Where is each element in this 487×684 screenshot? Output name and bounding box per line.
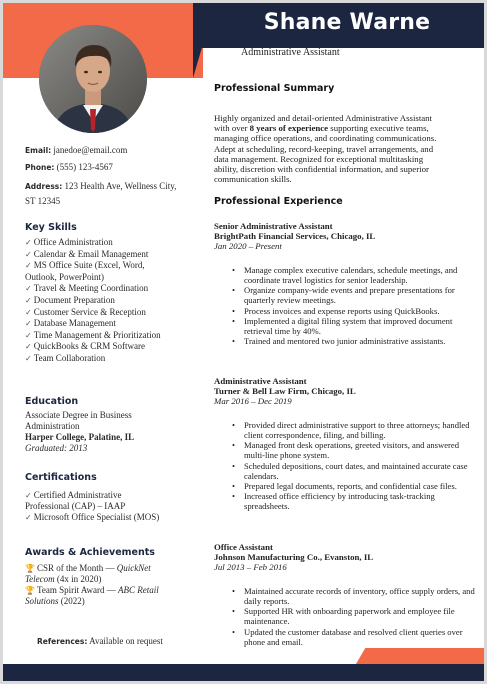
bullet-item: • Supported HR with onboarding paperwork and employee file maintenance.: [232, 606, 476, 626]
references: [37, 636, 163, 647]
contact-email: [25, 145, 205, 156]
certifications-heading: Certifications: [25, 472, 97, 483]
candidate-name: Shane Warne: [263, 10, 431, 35]
skill-item: ✓ Time Management & Prioritization: [25, 329, 161, 340]
check-icon: ✓: [25, 238, 32, 247]
check-icon: ✓: [25, 330, 32, 340]
skill-item-continuation: Outlook, PowerPoint): [25, 271, 105, 282]
job-role: Administrative Assistant: [214, 376, 307, 386]
check-icon: ✓: [25, 513, 32, 522]
award-item-continuation: Telecom (4x in 2020): [25, 574, 102, 584]
cert-item: ✓ Microsoft Office Specialist (MOS): [25, 512, 160, 522]
job-header: [214, 221, 476, 252]
skill-item: ✓ Travel & Meeting Coordination: [25, 283, 149, 294]
references-label: References:: [37, 637, 88, 646]
trophy-icon: 🏆: [25, 586, 35, 595]
school-name: Harper College, Palatine, IL: [25, 432, 135, 442]
job-company: Turner & Bell Law Firm, Chicago, IL: [214, 386, 356, 397]
contact-address: [25, 179, 205, 209]
certifications-list: [25, 490, 207, 523]
job-bullets: [232, 265, 476, 346]
education-heading: Education: [25, 396, 79, 407]
check-icon: ✓: [25, 353, 32, 363]
job-dates: Jan 2020 – Present: [214, 241, 282, 252]
graduation: Graduated: 2013: [25, 443, 88, 453]
skill-item: ✓ Database Management: [25, 318, 116, 329]
summary-heading: Professional Summary: [214, 83, 335, 94]
bullet-item: • Manage complex executive calendars, schedule meetings, and coordinate travel logistics for senior leadership.: [232, 265, 476, 285]
experience-heading: Professional Experience: [214, 196, 343, 207]
awards-heading: Awards & Achievements: [25, 547, 155, 558]
job-role: Office Assistant: [214, 542, 273, 552]
phone-label: Phone:: [25, 163, 55, 172]
job-header: [214, 376, 476, 407]
bullet-item: • Process invoices and expense reports using QuickBooks.: [232, 306, 476, 316]
award-item-continuation: Solutions (2022): [25, 596, 85, 606]
check-icon: ✓: [25, 284, 32, 294]
bullet-item: • Organize company-wide events and prepare presentations for quarterly review meetings.: [232, 285, 476, 305]
job-header: [214, 542, 476, 573]
summary-text: Highly organized and detail-oriented Administrative Assistant with over 8 years of experience supporting executive teams, managing office operations, and coordinating communications. Adept at scheduling, record-keeping, travel arrangements, and data management. Recognized for exceptional multitasking ability, discretion with confidential information, and superior communication skills.: [214, 113, 437, 185]
bullet-item: • Prepared legal documents, reports, and confidential case files.: [232, 481, 476, 491]
phone-value: (555) 123-4567: [56, 162, 113, 172]
bullet-item: • Increased office efficiency by introducing task-tracking spreadsheets.: [232, 491, 476, 511]
skill-item: ✓ Customer Service & Reception: [25, 306, 146, 317]
job-company: BrightPath Financial Services, Chicago, IL: [214, 231, 376, 242]
skill-item: ✓ Team Collaboration: [25, 352, 106, 363]
job-dates: Jul 2013 – Feb 2016: [214, 562, 287, 573]
skill-item: ✓ Document Preparation: [25, 294, 115, 305]
contact-phone: [25, 162, 205, 173]
address-label: Address:: [25, 182, 63, 191]
award-item: 🏆 CSR of the Month — QuickNet: [25, 563, 151, 573]
bullet-item: • Scheduled depositions, court dates, and maintained accurate case calendars.: [232, 461, 476, 481]
bullet-item: • Maintained accurate records of inventory, office supply orders, and daily reports.: [232, 586, 476, 606]
bullet-item: • Trained and mentored two junior administrative assistants.: [232, 336, 476, 346]
check-icon: ✓: [25, 249, 32, 259]
check-icon: ✓: [25, 307, 32, 317]
skills-heading: Key Skills: [25, 222, 77, 233]
resume-page: [3, 3, 484, 681]
job-role: Senior Administrative Assistant: [214, 221, 333, 231]
person-photo-icon: [39, 25, 147, 133]
skill-item: ✓ QuickBooks & CRM Software: [25, 341, 145, 352]
address-line-2: ST 12345: [25, 196, 61, 206]
address-line-1: 123 Health Ave, Wellness City,: [64, 181, 177, 191]
check-icon: ✓: [25, 491, 32, 500]
bullet-item: • Managed front desk operations, greeted visitors, and answered multi-line phone system.: [232, 440, 476, 460]
email-value[interactable]: janedoe@email.com: [53, 145, 128, 155]
profile-photo: [39, 25, 147, 133]
email-label: Email:: [25, 146, 52, 155]
cert-item-continuation: Professional (CAP) – IAAP: [25, 501, 126, 511]
skills-list: [25, 237, 207, 365]
bullet-item: • Implemented a digital filing system that improved document retrieval time by 40%.: [232, 316, 476, 336]
references-value: Available on request: [89, 636, 163, 646]
award-item: 🏆 Team Spirit Award — ABC Retail: [25, 585, 159, 595]
cert-item: ✓ Certified Administrative: [25, 490, 122, 500]
check-icon: ✓: [25, 319, 32, 329]
check-icon: ✓: [25, 261, 32, 271]
header-band-navy-tip: [193, 3, 215, 78]
skill-item: ✓ MS Office Suite (Excel, Word,: [25, 260, 145, 271]
check-icon: ✓: [25, 342, 32, 352]
job-bullets: [232, 586, 476, 647]
education-entry: [25, 410, 207, 454]
bullet-item: • Updated the customer database and resolved client queries over phone and email.: [232, 627, 476, 647]
footer-band-navy: [3, 664, 484, 681]
check-icon: ✓: [25, 295, 32, 305]
degree-line-1: Associate Degree in Business: [25, 410, 132, 420]
skill-item: ✓ Calendar & Email Management: [25, 248, 149, 259]
awards-list: [25, 563, 207, 607]
skill-item: ✓ Office Administration: [25, 237, 113, 247]
bullet-item: • Provided direct administrative support to three attorneys; handled client correspondence, filing, and billing.: [232, 420, 476, 440]
job-bullets: [232, 420, 476, 511]
job-dates: Mar 2016 – Dec 2019: [214, 396, 292, 407]
candidate-title: Administrative Assistant: [241, 47, 340, 58]
trophy-icon: 🏆: [25, 564, 35, 573]
degree-line-2: Administration: [25, 421, 80, 431]
job-company: Johnson Manufacturing Co., Evanston, IL: [214, 552, 374, 563]
